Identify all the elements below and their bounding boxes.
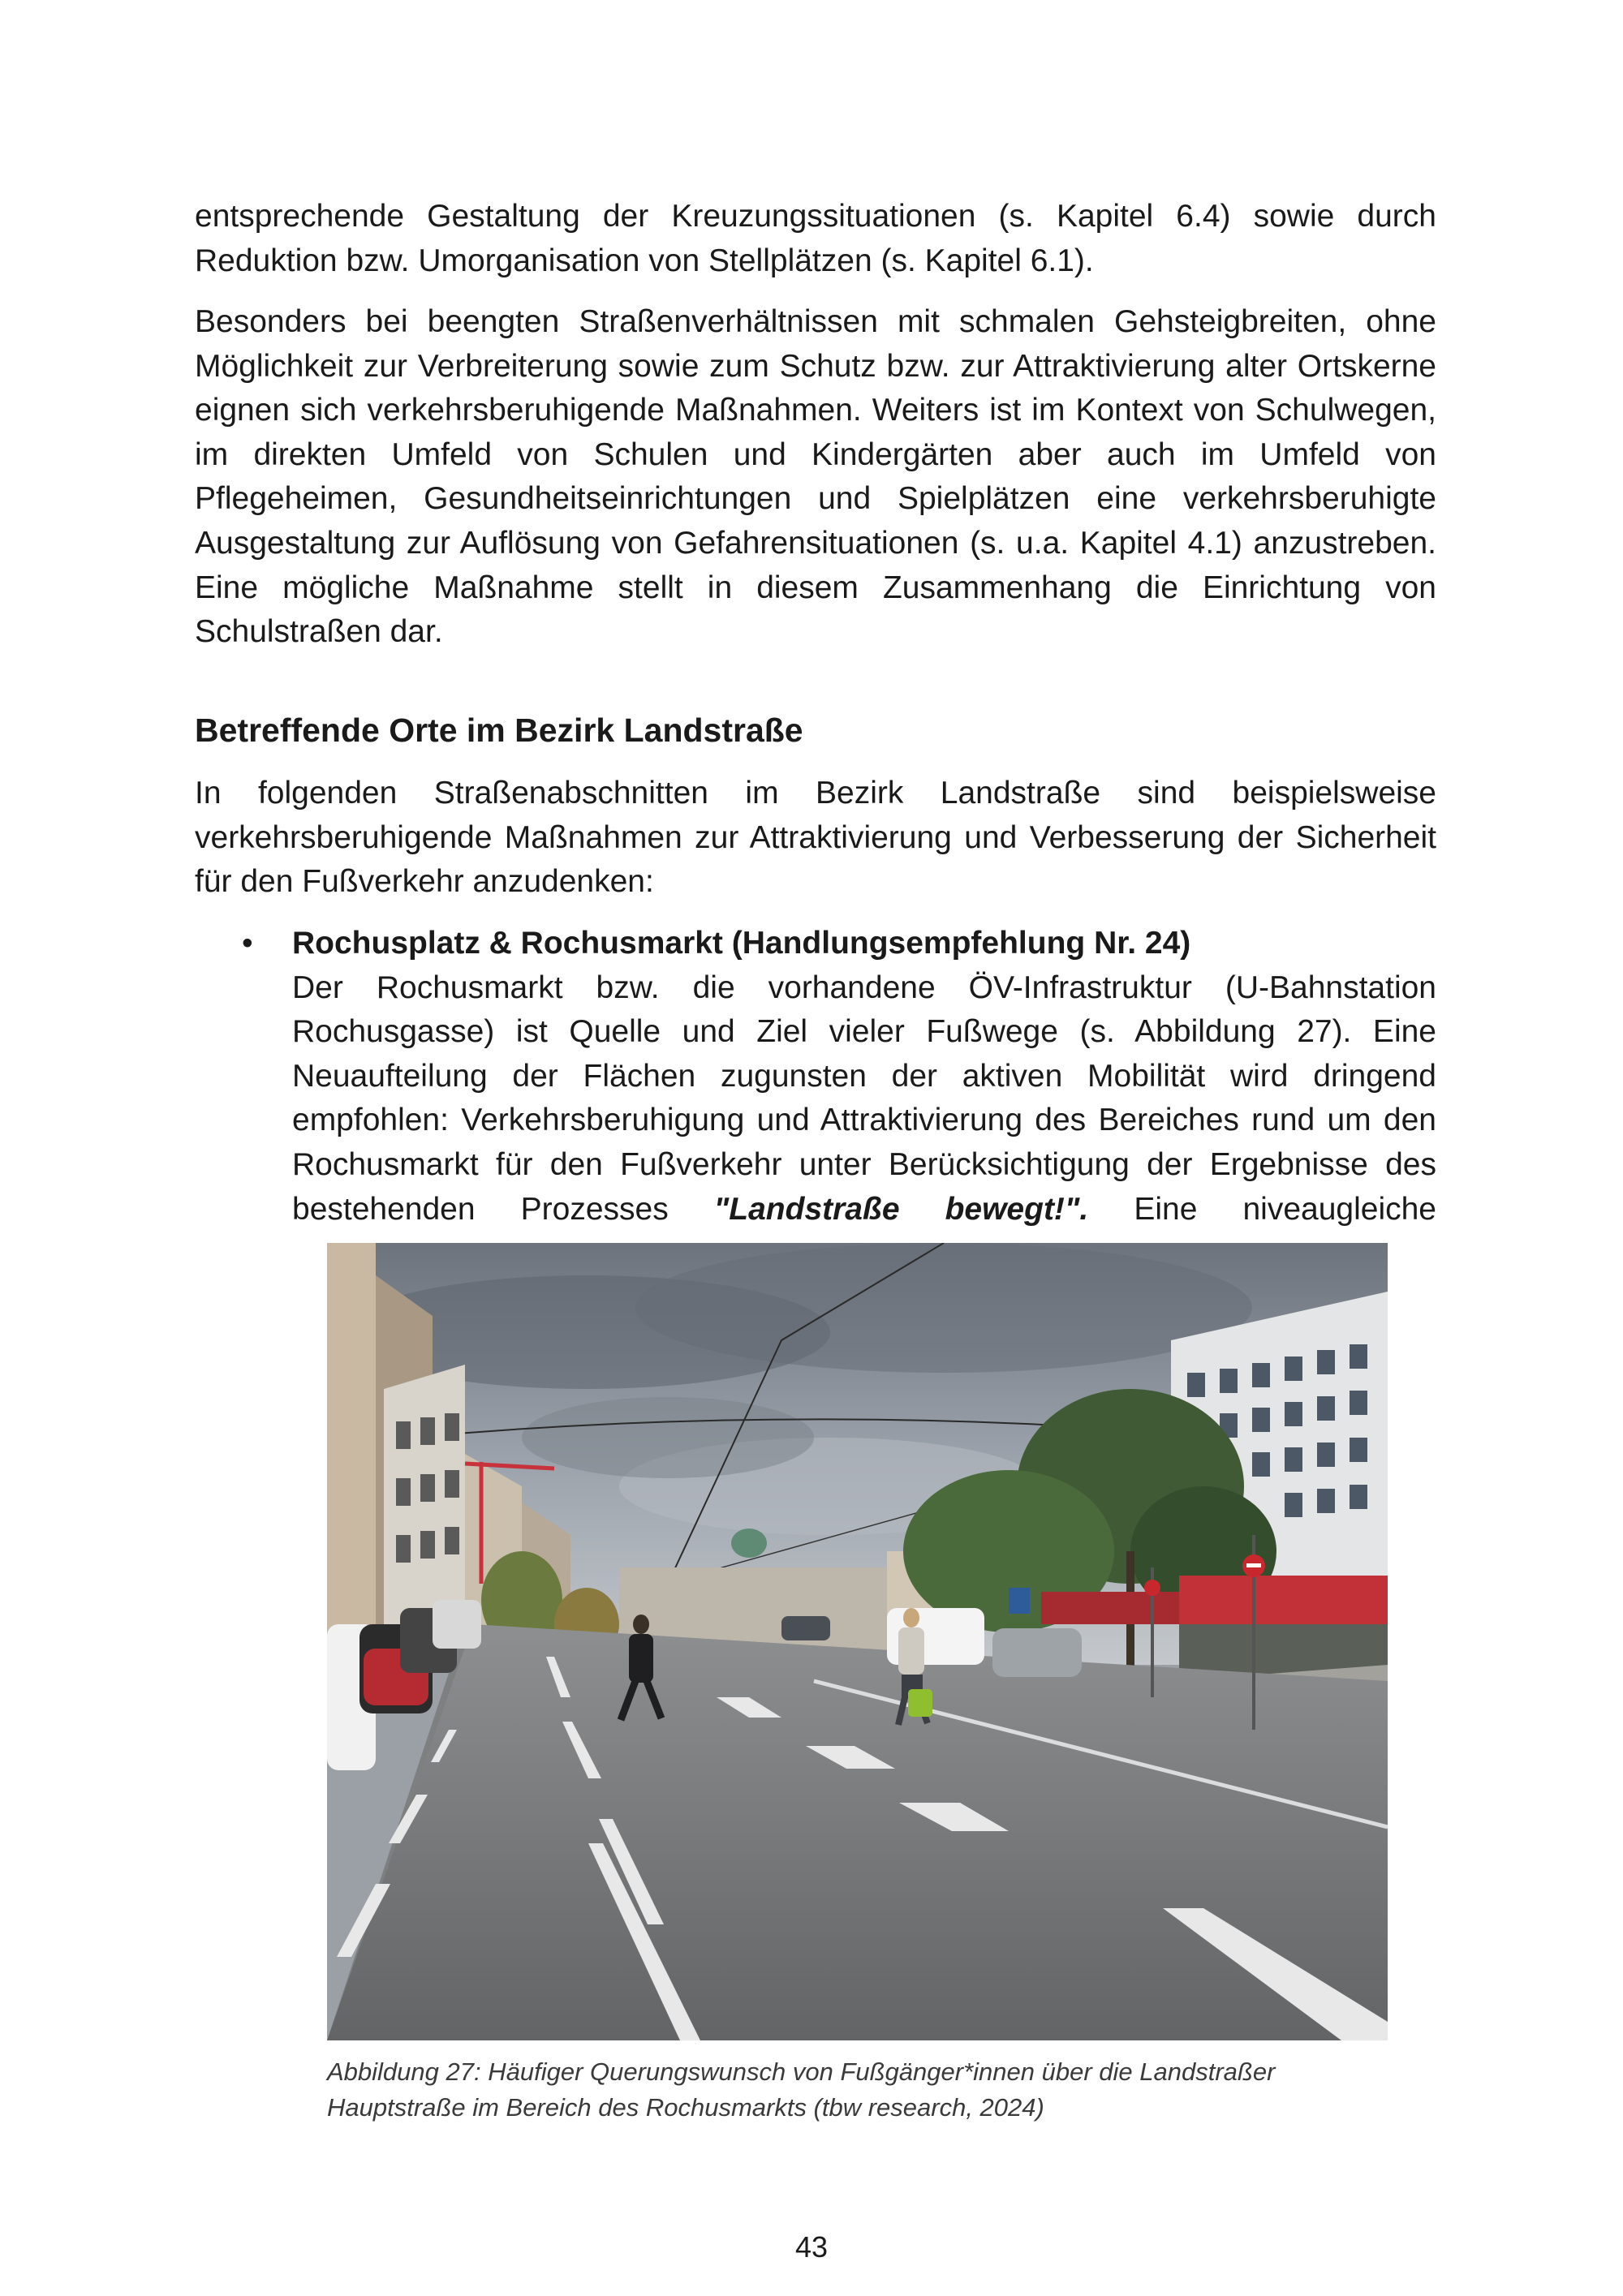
list-item-text <box>292 966 1436 1232</box>
figure-caption <box>327 2054 1388 2126</box>
paragraph-measures: Besonders bei beengten Straßenverhältnissen mit schmalen Gehsteigbreiten, ohne Möglichkeit zur Verbreiterung sowie zum Schutz bzw. zur Attraktivierung alter Ortskerne eignen sich verkehrsberuhigende Maßnahmen. Weiters ist im Kontext von Schulwegen, im direkten Umfeld von Schulen und Kindergärten aber auch im Umfeld von Pflegeheimen, Gesundheitseinrichtungen und Spielplätzen eine verkehrsberuhigte Ausgestaltung zur Auflösung von Gefahrensituationen (s. u.a. Kapitel 4.1) anzustreben. Eine mögliche Maßnahme stellt in diesem Zusammenhang die Einrichtung von Schulstraßen dar. <box>195 304 1436 650</box>
street-photo <box>327 1243 1388 2040</box>
paragraph-intro: entsprechende Gestaltung der Kreuzungssituationen (s. Kapitel 6.4) sowie durch Reduktion bzw. Umorganisation von Stellplätzen (s. Kapitel 6.1). <box>195 199 1436 278</box>
list-item-text-main: Der Rochusmarkt bzw. die vorhandene ÖV-Infrastruktur (U-Bahnstation Rochusgasse) ist Quelle und Ziel vieler Fußwege (s. Abbildung 27). Eine Neuaufteilung der Flächen zugunsten der aktiven Mobilität wird dringend empfohlen: Verkehrsberuhigung und Attraktivierung des Bereiches rund um den Rochusmarkt für den Fußverkehr unter Berücksichtigung der Ergebnisse des bestehenden Prozesses <box>292 970 1436 1227</box>
list-item-body <box>292 922 1436 1232</box>
bullet-icon: • <box>242 926 253 961</box>
caption-line-2: Hauptstraße im Bereich des Rochusmarkts (tbw research, 2024) <box>327 2093 1044 2122</box>
list-item-title: Rochusplatz & Rochusmarkt (Handlungsempfehlung Nr. 24) <box>292 926 1191 961</box>
page-number: 43 <box>794 2230 829 2264</box>
paragraph-locations: In folgenden Straßenabschnitten im Bezirk Landstraße sind beispielsweise verkehrsberuhigende Maßnahmen zur Attraktivierung und Verbesserung der Sicherheit für den Fußverkehr anzudenken: <box>195 776 1436 900</box>
section-heading: Betreffende Orte im Bezirk Landstraße <box>195 712 803 749</box>
caption-line-1: Abbildung 27: Häufiger Querungswunsch von Fußgänger*innen über die Landstraßer <box>327 2057 1276 2086</box>
list-item-text-tail: Eine niveaugleiche <box>1134 1191 1436 1227</box>
process-name-quote: "Landstraße bewegt!". <box>713 1191 1089 1227</box>
